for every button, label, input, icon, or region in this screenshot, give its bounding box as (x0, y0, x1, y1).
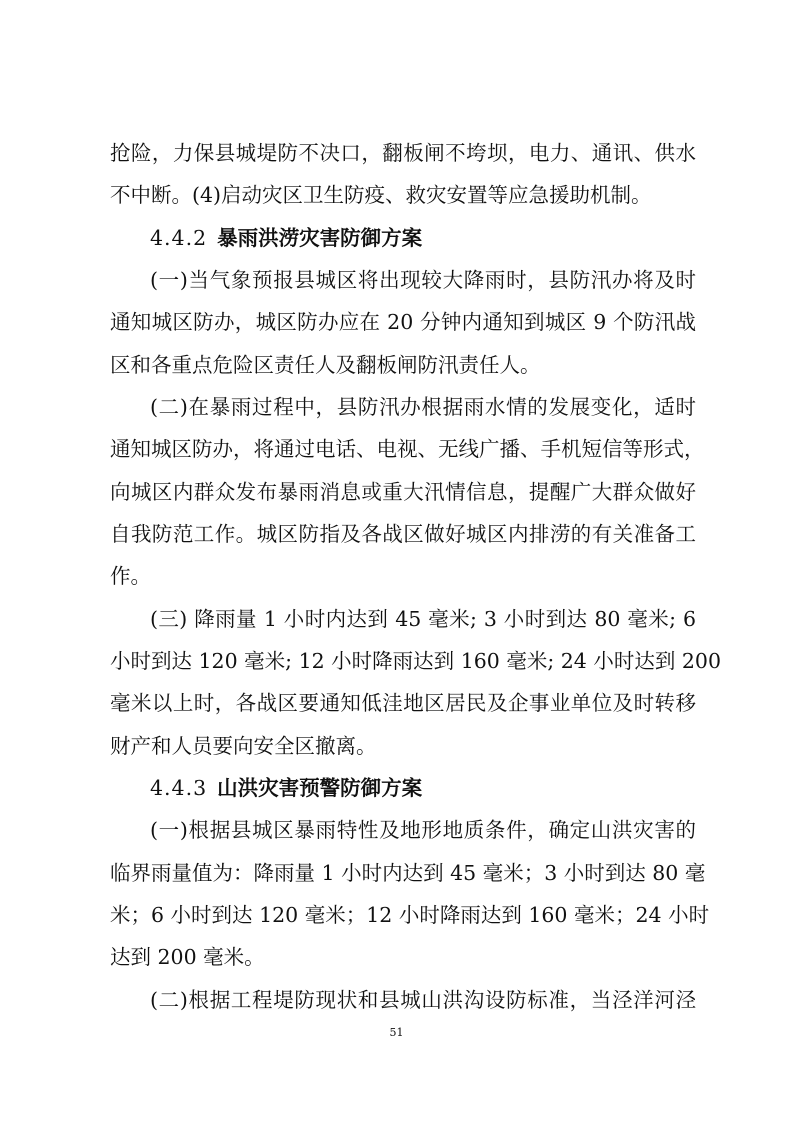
section-number: 4.4.2 (150, 226, 208, 250)
paragraph-first-line: (三) 降雨量 1 小时内达到 45 毫米; 3 小时到达 80 毫米; 6 (150, 607, 696, 631)
section-heading-4-4-3 (150, 776, 422, 800)
section-title: 暴雨洪涝灾害防御方案 (217, 226, 423, 250)
paragraph-first-line: (二)根据工程堤防现状和县城山洪沟设防标准，当泾洋河泾 (150, 988, 696, 1012)
body-line: 抢险，力保县城堤防不决口，翻板闸不垮坝，电力、通讯、供水 (110, 141, 696, 165)
body-line: 米；6 小时到达 120 毫米；12 小时降雨达到 160 毫米；24 小时 (110, 903, 710, 927)
body-line: 临界雨量值为：降雨量 1 小时内达到 45 毫米；3 小时到达 80 毫 (110, 861, 706, 885)
body-line: 财产和人员要向安全区撤离。 (110, 734, 377, 758)
body-line: 自我防范工作。城区防指及各战区做好城区内排涝的有关准备工 (110, 522, 696, 546)
body-line: 不中断。(4)启动灾区卫生防疫、救灾安置等应急援助机制。 (110, 183, 652, 207)
body-line: 达到 200 毫米。 (110, 945, 265, 969)
body-line: 向城区内群众发布暴雨消息或重大汛情信息，提醒广大群众做好 (110, 480, 696, 504)
page-number: 51 (389, 1026, 404, 1039)
section-number: 4.4.3 (150, 776, 208, 800)
body-line: 作。 (110, 564, 151, 588)
body-line: 毫米以上时，各战区要通知低洼地区居民及企事业单位及时转移 (110, 691, 696, 715)
body-line: 区和各重点危险区责任人及翻板闸防汛责任人。 (110, 353, 541, 377)
paragraph-first-line: (一)根据县城区暴雨特性及地形地质条件，确定山洪灾害的 (150, 818, 696, 842)
body-line: 小时到达 120 毫米; 12 小时降雨达到 160 毫米; 24 小时达到 200 (110, 649, 722, 673)
body-line: 通知城区防办，将通过电话、电视、无线广播、手机短信等形式， (110, 437, 705, 461)
section-title: 山洪灾害预警防御方案 (217, 776, 423, 800)
paragraph-first-line: (一)当气象预报县城区将出现较大降雨时，县防汛办将及时 (150, 268, 696, 292)
paragraph-first-line: (二)在暴雨过程中，县防汛办根据雨水情的发展变化，适时 (150, 395, 696, 419)
body-line: 通知城区防办，城区防办应在 20 分钟内通知到城区 9 个防汛战 (110, 310, 696, 334)
section-heading-4-4-2 (150, 226, 422, 250)
